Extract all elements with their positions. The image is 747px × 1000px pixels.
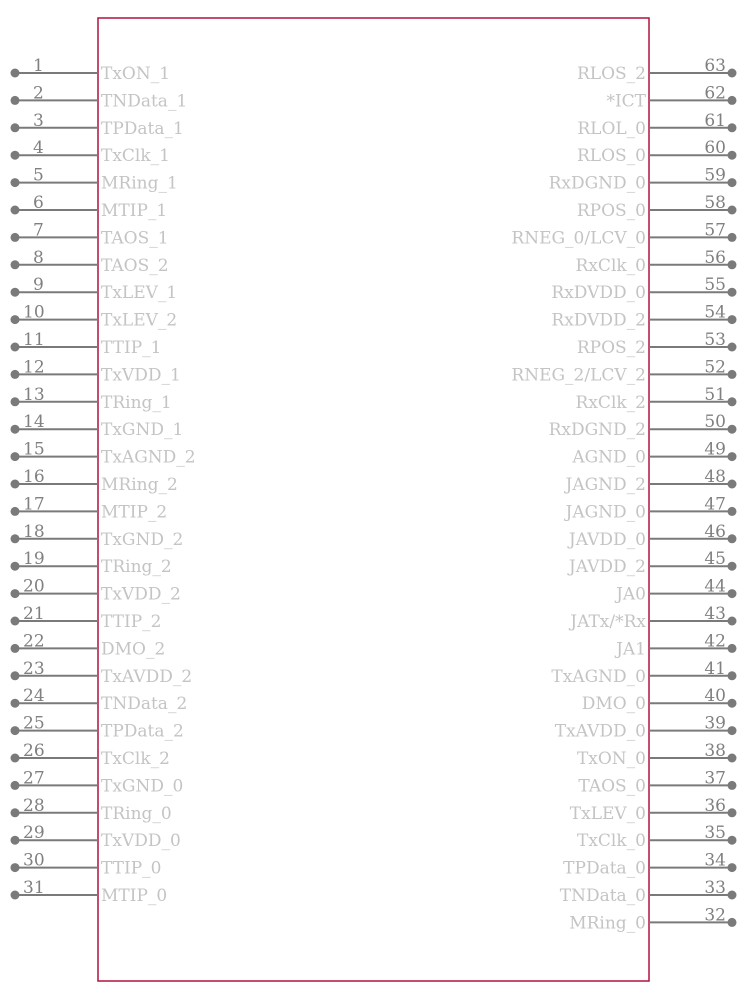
pin-terminal-dot bbox=[11, 260, 20, 269]
pin-name: JA1 bbox=[616, 639, 646, 660]
pin-terminal-dot bbox=[728, 452, 737, 461]
pin-number: 14 bbox=[23, 412, 45, 433]
pin-terminal-dot bbox=[728, 343, 737, 352]
pin-30 bbox=[11, 851, 162, 879]
pin-number: 60 bbox=[704, 138, 726, 159]
pin-terminal-dot bbox=[728, 69, 737, 78]
pin-terminal-dot bbox=[728, 534, 737, 543]
pin-terminal-dot bbox=[11, 96, 20, 105]
pin-54 bbox=[551, 303, 736, 331]
pin-40 bbox=[582, 686, 737, 714]
pin-name: TNData_2 bbox=[101, 694, 188, 715]
pin-name: RPOS_2 bbox=[576, 338, 646, 358]
pin-terminal-dot bbox=[728, 808, 737, 817]
pin-11 bbox=[11, 330, 162, 358]
pin-12 bbox=[11, 357, 181, 385]
pin-terminal-dot bbox=[728, 480, 737, 489]
pin-name: RxClk_2 bbox=[575, 392, 646, 413]
pin-name: TxLEV_2 bbox=[101, 310, 178, 331]
pin-name: RNEG_2/LCV_2 bbox=[511, 365, 646, 386]
pin-39 bbox=[555, 714, 737, 742]
pin-7 bbox=[11, 220, 169, 248]
pin-16 bbox=[11, 467, 178, 495]
pin-terminal-dot bbox=[11, 507, 20, 516]
pin-terminal-dot bbox=[11, 151, 20, 160]
pin-number: 15 bbox=[23, 439, 45, 460]
pin-number: 32 bbox=[704, 905, 726, 926]
pin-number: 6 bbox=[33, 193, 44, 213]
pin-17 bbox=[11, 494, 168, 522]
pin-name: MRing_1 bbox=[101, 173, 178, 194]
pin-number: 44 bbox=[704, 576, 726, 597]
pin-31 bbox=[11, 878, 168, 906]
pin-49 bbox=[571, 440, 736, 468]
pin-number: 24 bbox=[23, 686, 45, 707]
pin-terminal-dot bbox=[728, 644, 737, 653]
pin-number: 5 bbox=[33, 165, 44, 186]
pin-37 bbox=[578, 768, 736, 796]
pin-number: 34 bbox=[704, 850, 726, 871]
pin-terminal-dot bbox=[728, 507, 737, 516]
pin-number: 47 bbox=[704, 494, 726, 515]
pin-name: TAOS_2 bbox=[101, 255, 169, 276]
pin-terminal-dot bbox=[728, 397, 737, 406]
pin-38 bbox=[577, 741, 737, 769]
pin-name: TxVDD_2 bbox=[101, 584, 181, 605]
pin-number: 58 bbox=[704, 193, 726, 213]
pin-number: 50 bbox=[704, 412, 726, 433]
pin-name: TxAGND_0 bbox=[551, 666, 646, 687]
pin-name: TTIP_1 bbox=[101, 338, 162, 358]
pin-name: TAOS_1 bbox=[101, 228, 169, 249]
pin-33 bbox=[560, 878, 737, 906]
pin-name: TxON_0 bbox=[576, 749, 646, 769]
pin-number: 12 bbox=[23, 357, 45, 378]
pin-number: 7 bbox=[33, 220, 44, 241]
pin-terminal-dot bbox=[11, 343, 20, 352]
left-pin-group bbox=[11, 56, 196, 906]
pin-42 bbox=[614, 631, 736, 659]
pin-name: TTIP_2 bbox=[101, 612, 162, 632]
pin-name: MTIP_1 bbox=[101, 201, 168, 221]
pin-name: MRing_2 bbox=[101, 475, 178, 495]
pin-number: 49 bbox=[704, 439, 726, 460]
pin-terminal-dot bbox=[11, 452, 20, 461]
pin-name: JATx/*Rx bbox=[570, 612, 646, 632]
pin-name: RxDVDD_0 bbox=[551, 283, 646, 304]
pin-name: TxGND_2 bbox=[101, 529, 184, 550]
pin-number: 40 bbox=[704, 686, 726, 707]
pin-name: TxLEV_1 bbox=[101, 283, 178, 304]
pin-terminal-dot bbox=[728, 781, 737, 790]
pin-43 bbox=[568, 604, 736, 632]
pin-58 bbox=[577, 193, 737, 221]
pin-number: 62 bbox=[704, 83, 726, 104]
pin-number: 33 bbox=[704, 878, 726, 898]
pin-terminal-dot bbox=[728, 370, 737, 379]
pin-number: 55 bbox=[704, 275, 726, 296]
pin-terminal-dot bbox=[728, 96, 737, 105]
pin-14 bbox=[11, 412, 184, 440]
pin-name: TxClk_1 bbox=[101, 146, 170, 167]
pin-name: TTIP_0 bbox=[101, 858, 162, 879]
pin-32 bbox=[569, 905, 736, 933]
pin-name: MRing_0 bbox=[569, 913, 646, 934]
pin-number: 4 bbox=[33, 138, 44, 159]
pin-name: TRing_1 bbox=[101, 392, 172, 413]
pin-27 bbox=[11, 768, 184, 796]
pin-number: 11 bbox=[23, 330, 45, 350]
pin-46 bbox=[567, 522, 737, 550]
pin-55 bbox=[551, 275, 736, 303]
pin-number: 8 bbox=[33, 247, 44, 268]
pin-29 bbox=[11, 823, 181, 851]
pin-number: 52 bbox=[704, 357, 726, 378]
pin-name: MTIP_2 bbox=[101, 502, 168, 523]
pin-number: 9 bbox=[33, 275, 44, 296]
pin-terminal-dot bbox=[11, 123, 20, 132]
pin-60 bbox=[577, 138, 737, 166]
pin-52 bbox=[511, 357, 736, 385]
pin-terminal-dot bbox=[728, 315, 737, 324]
pin-20 bbox=[11, 577, 181, 605]
pin-44 bbox=[614, 577, 736, 605]
pin-number: 51 bbox=[704, 384, 726, 405]
pin-number: 31 bbox=[23, 878, 45, 898]
pin-terminal-dot bbox=[11, 397, 20, 406]
pin-terminal-dot bbox=[11, 589, 20, 598]
pin-name: RxDGND_2 bbox=[548, 420, 646, 441]
pin-name: TxAGND_2 bbox=[101, 447, 196, 468]
pin-number: 1 bbox=[33, 56, 44, 76]
pin-name: TxLEV_0 bbox=[569, 803, 646, 824]
pin-61 bbox=[577, 111, 736, 139]
pin-3 bbox=[11, 111, 184, 139]
pin-9 bbox=[11, 275, 178, 303]
pin-terminal-dot bbox=[11, 836, 20, 845]
pin-name: TNData_1 bbox=[101, 91, 188, 112]
pin-number: 53 bbox=[704, 330, 726, 350]
pin-22 bbox=[11, 631, 166, 659]
pin-terminal-dot bbox=[11, 370, 20, 379]
pin-name: TPData_0 bbox=[563, 858, 646, 879]
pin-name: RNEG_0/LCV_0 bbox=[511, 228, 646, 249]
pin-2 bbox=[11, 83, 188, 111]
right-pin-group bbox=[511, 56, 736, 933]
pin-name: TNData_0 bbox=[559, 886, 646, 906]
pin-terminal-dot bbox=[11, 781, 20, 790]
pin-35 bbox=[577, 823, 737, 851]
pin-name: TxAVDD_2 bbox=[101, 666, 193, 687]
pin-name: JAVDD_2 bbox=[568, 557, 646, 578]
pin-number: 22 bbox=[23, 631, 45, 652]
pin-50 bbox=[549, 412, 737, 440]
pin-name: RLOS_2 bbox=[577, 64, 646, 84]
pin-terminal-dot bbox=[728, 589, 737, 598]
pin-59 bbox=[549, 166, 737, 194]
pin-number: 41 bbox=[704, 658, 726, 679]
pin-terminal-dot bbox=[728, 671, 737, 680]
pin-8 bbox=[11, 248, 169, 276]
pin-23 bbox=[11, 659, 193, 687]
pin-terminal-dot bbox=[728, 425, 737, 434]
pin-name: TRing_0 bbox=[101, 803, 172, 824]
pin-name: RxDGND_0 bbox=[548, 173, 646, 194]
pin-terminal-dot bbox=[728, 562, 737, 571]
pin-terminal-dot bbox=[11, 863, 20, 872]
pin-45 bbox=[567, 549, 737, 577]
pin-terminal-dot bbox=[728, 288, 737, 297]
pin-name: RPOS_0 bbox=[576, 201, 646, 221]
pin-number: 26 bbox=[23, 741, 45, 761]
pin-terminal-dot bbox=[11, 233, 20, 242]
pin-name: TPData_1 bbox=[101, 118, 184, 139]
pin-terminal-dot bbox=[728, 699, 737, 708]
pin-62 bbox=[606, 83, 736, 111]
pin-number: 2 bbox=[33, 83, 44, 104]
pin-36 bbox=[570, 796, 737, 824]
pin-terminal-dot bbox=[728, 918, 737, 927]
pin-number: 25 bbox=[23, 713, 45, 734]
pin-name: RLOL_0 bbox=[577, 118, 646, 139]
pin-terminal-dot bbox=[728, 233, 737, 242]
pin-48 bbox=[564, 467, 737, 495]
pin-number: 38 bbox=[704, 741, 726, 761]
pin-name: DMO_0 bbox=[581, 694, 646, 715]
pin-number: 19 bbox=[23, 549, 45, 570]
pin-56 bbox=[576, 248, 737, 276]
pin-name: AGND_0 bbox=[572, 447, 646, 468]
pin-number: 54 bbox=[704, 302, 726, 323]
pin-terminal-dot bbox=[728, 863, 737, 872]
pin-number: 17 bbox=[23, 494, 45, 515]
pin-number: 61 bbox=[704, 110, 726, 131]
pin-terminal-dot bbox=[11, 808, 20, 817]
pin-13 bbox=[11, 385, 172, 413]
pin-number: 10 bbox=[23, 302, 45, 323]
pin-terminal-dot bbox=[11, 726, 20, 735]
pin-4 bbox=[11, 138, 171, 166]
pin-19 bbox=[11, 549, 172, 577]
pin-terminal-dot bbox=[11, 891, 20, 900]
pin-name: TxClk_2 bbox=[101, 749, 170, 769]
pin-number: 28 bbox=[23, 795, 45, 816]
pin-terminal-dot bbox=[728, 260, 737, 269]
pin-number: 57 bbox=[704, 220, 726, 241]
pin-name: TxVDD_0 bbox=[101, 831, 181, 852]
pin-number: 21 bbox=[23, 604, 45, 624]
pin-number: 42 bbox=[704, 631, 726, 652]
pin-terminal-dot bbox=[11, 288, 20, 297]
pin-47 bbox=[564, 494, 737, 522]
pin-number: 43 bbox=[704, 604, 726, 624]
pin-name: TxON_1 bbox=[101, 64, 171, 84]
pin-number: 3 bbox=[33, 110, 44, 131]
pin-number: 39 bbox=[704, 713, 726, 734]
pin-name: TxGND_0 bbox=[101, 776, 184, 797]
pin-name: TPData_2 bbox=[101, 721, 184, 742]
pin-number: 56 bbox=[704, 247, 726, 268]
pin-name: TxVDD_1 bbox=[101, 365, 181, 386]
pin-63 bbox=[577, 56, 737, 84]
pin-number: 30 bbox=[23, 850, 45, 871]
pin-terminal-dot bbox=[11, 425, 20, 434]
pin-name: RxClk_0 bbox=[575, 255, 646, 276]
pin-26 bbox=[11, 741, 171, 769]
pin-terminal-dot bbox=[11, 754, 20, 763]
pin-name: *ICT bbox=[606, 91, 646, 112]
pin-number: 20 bbox=[23, 576, 45, 597]
pin-1 bbox=[11, 56, 171, 84]
pin-number: 13 bbox=[23, 384, 45, 405]
pin-number: 35 bbox=[704, 823, 726, 844]
pin-15 bbox=[11, 440, 196, 468]
pin-number: 27 bbox=[23, 768, 45, 789]
pin-51 bbox=[576, 385, 737, 413]
pin-number: 23 bbox=[23, 658, 45, 679]
pin-name: JAGND_0 bbox=[565, 502, 646, 523]
pin-number: 46 bbox=[704, 521, 726, 542]
pin-name: RLOS_0 bbox=[577, 146, 646, 167]
pin-terminal-dot bbox=[11, 699, 20, 708]
pin-number: 18 bbox=[23, 521, 45, 542]
pin-name: TRing_2 bbox=[101, 557, 172, 578]
pin-name: RxDVDD_2 bbox=[551, 310, 646, 331]
pin-number: 36 bbox=[704, 795, 726, 816]
pin-name: MTIP_0 bbox=[101, 886, 168, 906]
pin-terminal-dot bbox=[11, 315, 20, 324]
pin-number: 63 bbox=[704, 56, 726, 76]
pin-name: TAOS_0 bbox=[578, 776, 646, 797]
pin-18 bbox=[11, 522, 184, 550]
pin-terminal-dot bbox=[728, 836, 737, 845]
pin-6 bbox=[11, 193, 168, 221]
pin-name: TxClk_0 bbox=[577, 831, 646, 852]
pin-57 bbox=[511, 220, 736, 248]
pin-terminal-dot bbox=[11, 671, 20, 680]
pin-number: 59 bbox=[704, 165, 726, 186]
pin-terminal-dot bbox=[11, 534, 20, 543]
pin-number: 45 bbox=[704, 549, 726, 570]
pin-terminal-dot bbox=[11, 562, 20, 571]
pin-terminal-dot bbox=[11, 206, 20, 215]
pin-name: TxAVDD_0 bbox=[554, 721, 646, 742]
pin-terminal-dot bbox=[728, 726, 737, 735]
pin-terminal-dot bbox=[728, 617, 737, 626]
pin-terminal-dot bbox=[11, 480, 20, 489]
pin-terminal-dot bbox=[728, 178, 737, 187]
pin-41 bbox=[551, 659, 736, 687]
pin-number: 37 bbox=[704, 768, 726, 789]
pin-terminal-dot bbox=[728, 206, 737, 215]
pin-terminal-dot bbox=[728, 891, 737, 900]
pin-25 bbox=[11, 714, 184, 742]
pin-21 bbox=[11, 604, 162, 632]
pin-terminal-dot bbox=[11, 617, 20, 626]
pin-terminal-dot bbox=[11, 178, 20, 187]
pin-53 bbox=[577, 330, 737, 358]
pin-name: DMO_2 bbox=[101, 639, 166, 660]
pin-terminal-dot bbox=[728, 123, 737, 132]
pin-number: 48 bbox=[704, 467, 726, 487]
pin-28 bbox=[11, 796, 172, 824]
pin-number: 29 bbox=[23, 823, 45, 844]
pin-number: 16 bbox=[23, 467, 45, 487]
pin-34 bbox=[563, 851, 736, 879]
pin-terminal-dot bbox=[11, 644, 20, 653]
pin-10 bbox=[11, 303, 178, 331]
pin-24 bbox=[11, 686, 188, 714]
pin-name: JA0 bbox=[616, 584, 646, 605]
pin-name: TxGND_1 bbox=[101, 420, 184, 441]
pin-5 bbox=[11, 166, 178, 194]
pin-terminal-dot bbox=[728, 754, 737, 763]
pin-name: JAVDD_0 bbox=[568, 529, 646, 550]
pin-terminal-dot bbox=[728, 151, 737, 160]
pin-name: JAGND_2 bbox=[565, 475, 646, 495]
pin-terminal-dot bbox=[11, 69, 20, 78]
